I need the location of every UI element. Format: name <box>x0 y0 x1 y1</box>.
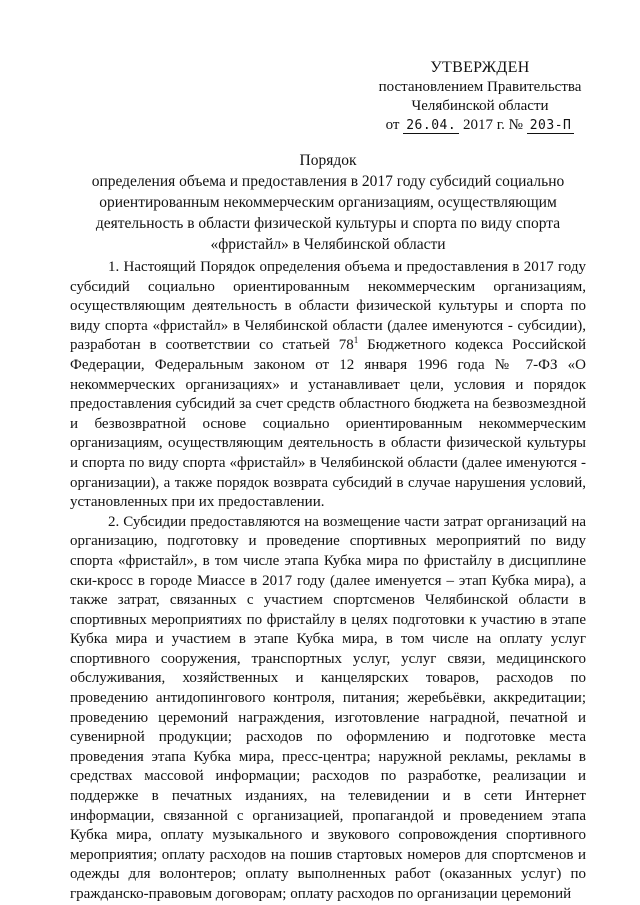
document-number: 203-П <box>527 119 575 134</box>
date-prefix: от <box>385 117 400 133</box>
approval-line-2: Челябинской области <box>411 98 549 114</box>
document-title <box>70 150 586 255</box>
approval-date-line <box>360 116 600 135</box>
date-value: 26.04. <box>403 119 459 134</box>
year-text: 2017 г. № <box>462 117 523 133</box>
paragraph-1 <box>70 258 586 513</box>
paragraph-1-part-2: Бюджетного кодекса Российской Федерации, Федеральным законом от 12 января 1996 года № 7-ФЗ «О некоммерческих организациях» и устанавливает цели, условия и порядок предоставления субсидий за счет средств областного бюджета на безвозмездной и безвозвратной основе социально ориентированным некоммерческим организациям, осуществляющим деятельность в области физической культуры и спорта по виду спорта «фристайл» в Челябинской области (далее именуются - организации), а также порядок возврата субсидий в случае нарушения условий, установленных при их предоставлении. <box>70 337 587 511</box>
approval-stamp <box>360 58 600 135</box>
approval-title: УТВЕРЖДЕН <box>430 59 530 76</box>
approval-line-1: постановлением Правительства <box>378 79 582 95</box>
paragraph-1-part-1: 1. Настоящий Порядок определения объема и предоставления в 2017 году субсидий социально ориентированным некоммерческим организациям, осуществляющим деятельность в области физической культуры и спорта по виду спорта «фристайл» в Челябинской области (далее именуются - субсидии), разработан в соответствии со статьей 78 <box>70 259 586 354</box>
title-line-1: Порядок <box>299 152 357 169</box>
title-line-4: деятельность в области физической культуры и спорта по виду спорта <box>95 215 561 232</box>
title-line-3: ориентированным некоммерческим организациям, осуществляющим <box>99 194 557 211</box>
title-line-5: «фристайл» в Челябинской области <box>210 236 446 253</box>
article-superscript: 1 <box>353 335 359 346</box>
paragraph-2: 2. Субсидии предоставляются на возмещение части затрат организаций на организацию, подготовку и проведение спортивных мероприятий по виду спорта «фристайл», в том числе этапа Кубка мира по фристайлу в дисциплине ски-кросс в городе Миассе в 2017 году (далее именуется – этап Кубка мира), а также затрат, связанных с участием спортсменов Челябинской области в спортивных мероприятиях по фристайлу в целях подготовки к участию в этапе Кубка мира и участием в этапе Кубка мира, в том числе на оплату услуг спортивного сооружения, транспортных услуг, услуг связи, медицинского обслуживания, хозяйственных и канцелярских товаров, расходов по проведению антидопингового контроля, питания; жеребьёвки, аккредитации; проведению церемоний награждения, изготовление наградной, печатной и сувенирной продукции; расходов по оформлению и подготовке места проведения этапа Кубка мира, пресс-центра; наружной рекламы, рекламы в средствах массовой информации; расходов по разработке, реализации и поддержке в печатных изданиях, на телевидении и в сети Интернет информации, связанной с организацией, пропагандой и проведением этапа Кубка мира, оплату музыкального и звукового сопровождения спортивного мероприятия; оплату расходов на пошив стартовых номеров для спортсменов и одежды для волонтеров; оплату выполненных работ (оказанных услуг) по гражданско-правовым договорам; оплату расходов по организации церемоний <box>70 513 586 902</box>
title-line-2: определения объема и предоставления в 2017 году субсидий социально <box>91 173 565 190</box>
document-body <box>70 258 586 905</box>
